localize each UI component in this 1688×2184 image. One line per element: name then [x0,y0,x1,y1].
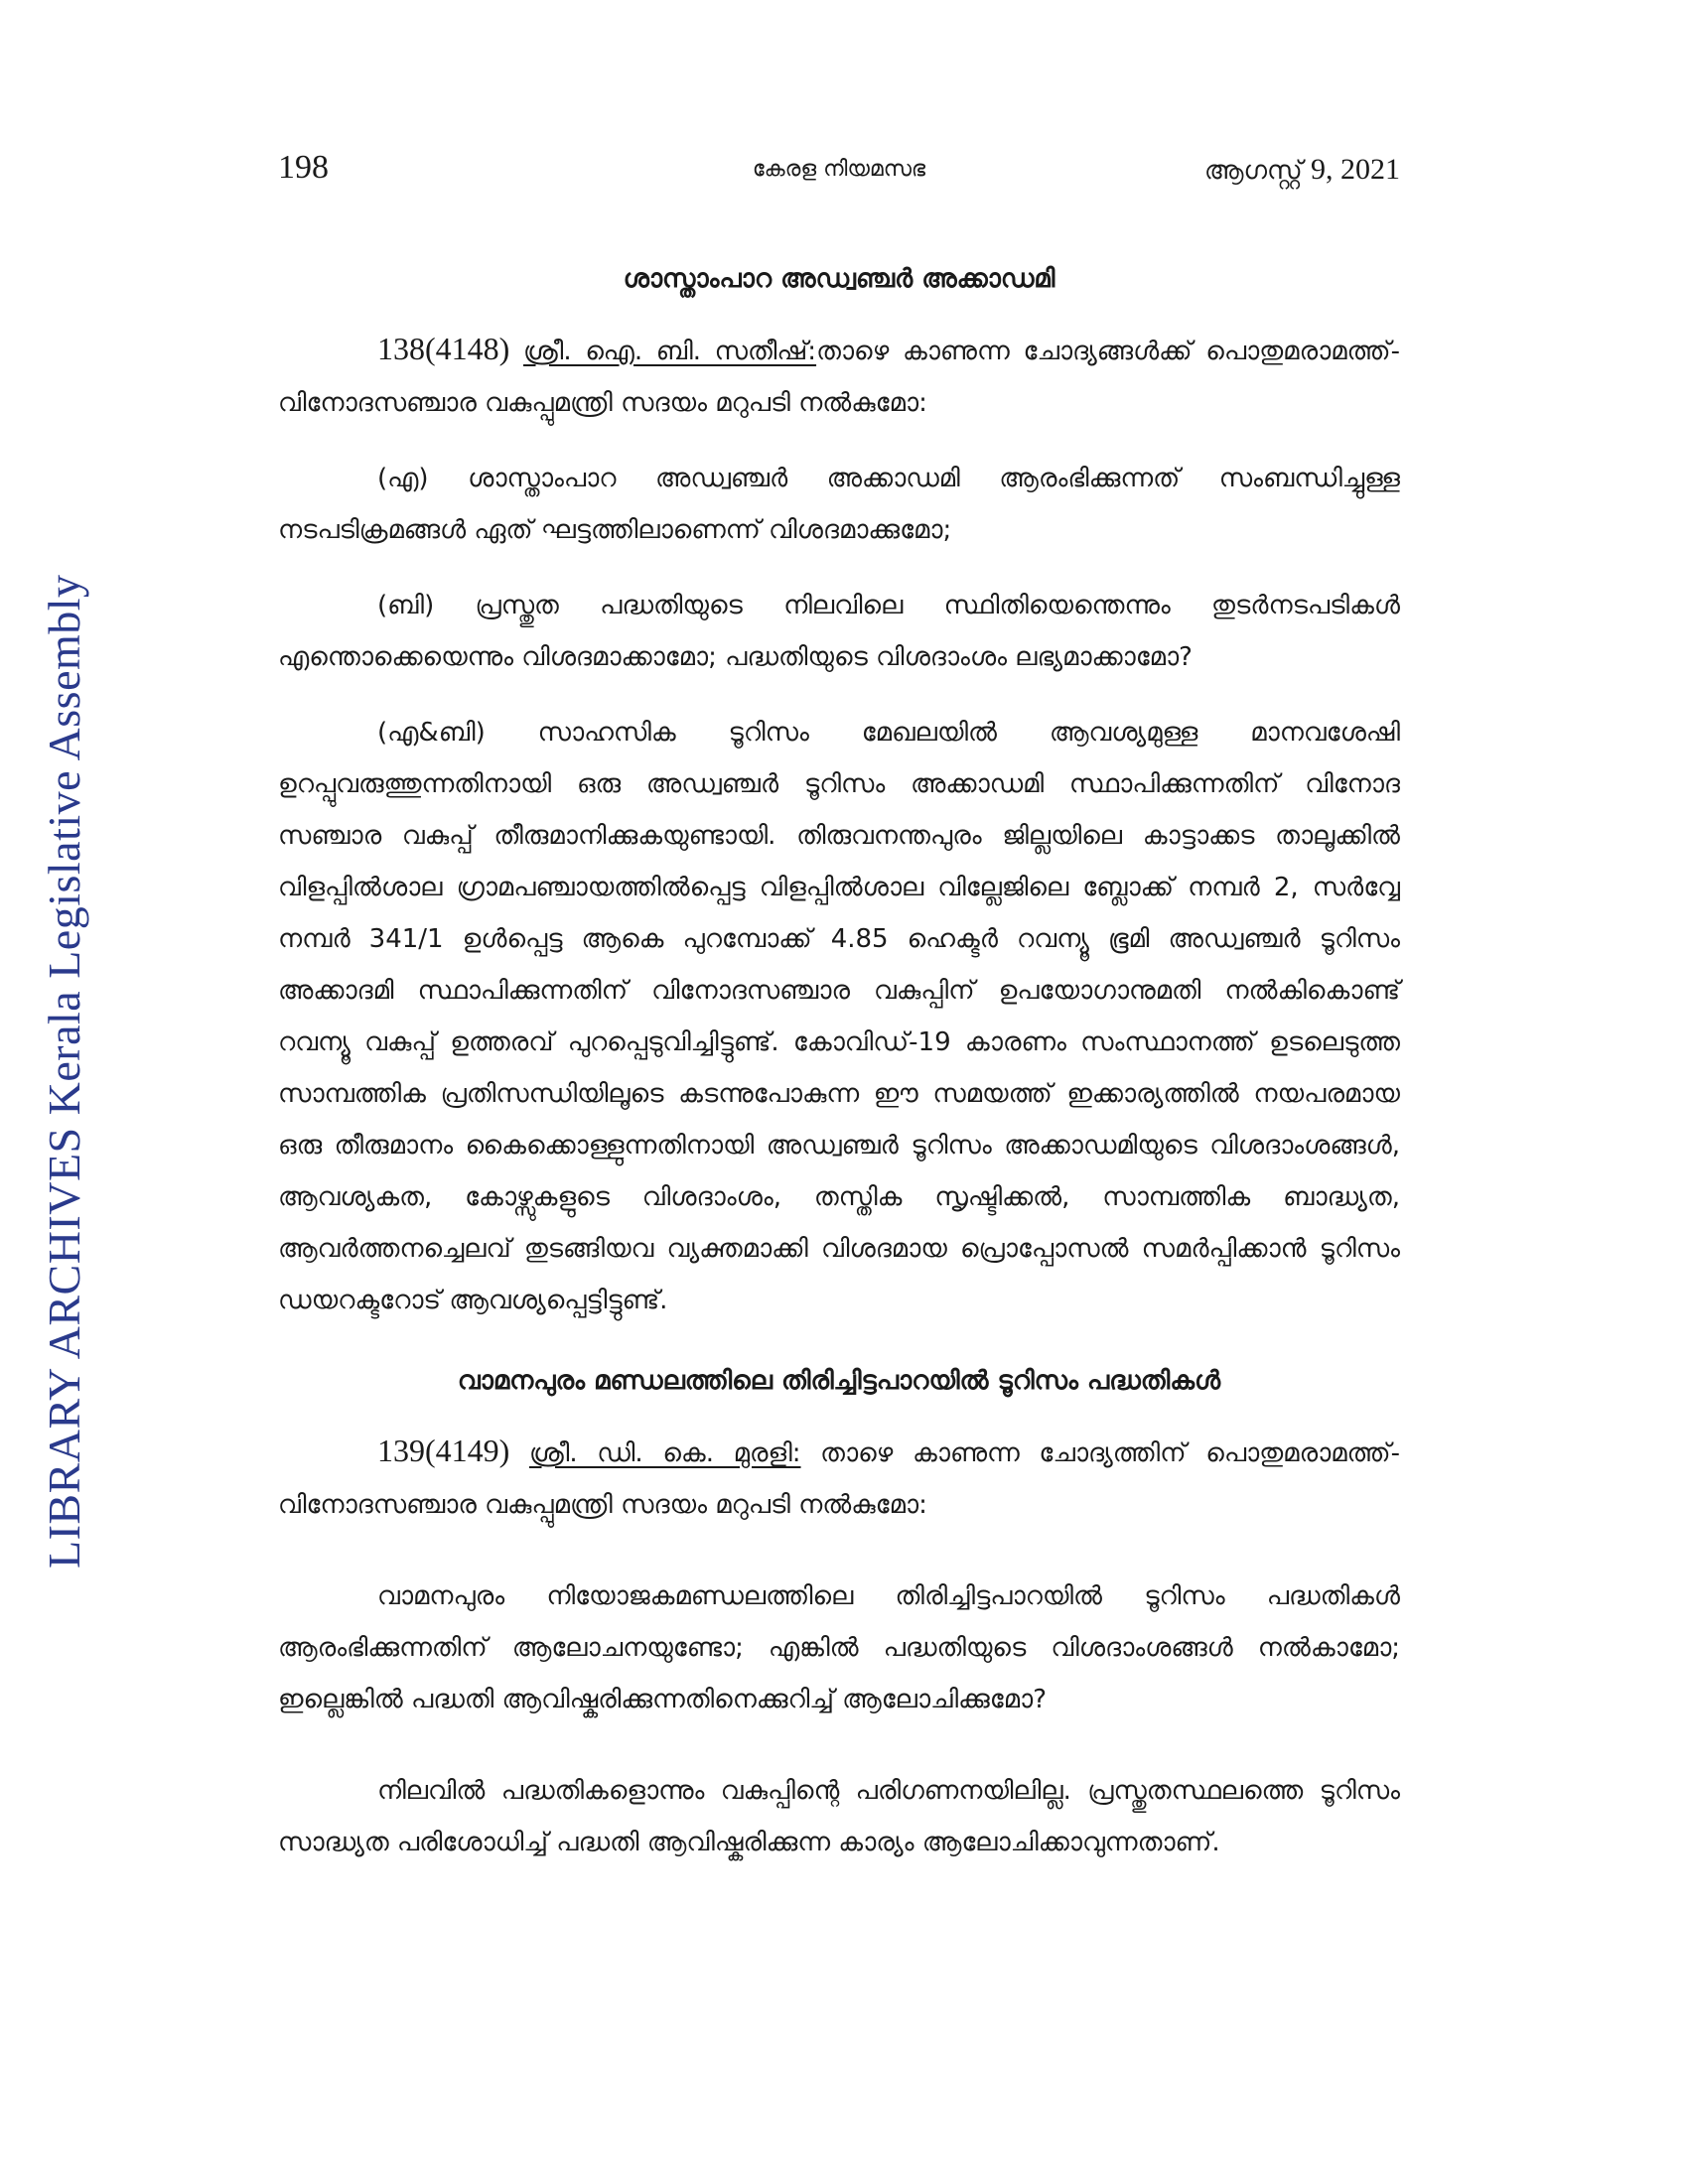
session-date [1204,153,1400,187]
archive-watermark: LIBRARY ARCHIVES Kerala Legislative Assembly [39,574,89,1569]
member-name: ശ്രീ. ഐ. ബി. സതീഷ്: [523,337,817,366]
member-name: ശ്രീ. ഡി. കെ. മുരളി: [528,1438,801,1468]
page-number: 198 [278,149,329,186]
question-part-b: (ബി) പ്രസ്തുത പദ്ധതിയുടെ നിലവിലെ സ്ഥിതിയെന്തെന്നും തുടർനടപടികൾ എന്തൊക്കെയെന്നും വിശദമാക്കാമോ; പദ്ധതിയുടെ വിശദാംശം ലഭ്യമാക്കാമോ? [278,591,1400,672]
running-header [278,149,1400,208]
question-intro-text: താഴെ കാണുന്ന ചോദ്യത്തിന് പൊതുമരാമത്ത്-വിനോദസഞ്ചാര വകുപ്പുമന്ത്രി സദയം മറുപടി നൽകുമോ: [278,1438,1400,1520]
question-number: 138(4148) [377,331,510,366]
date-day-year: 9, 2021 [1311,153,1400,186]
answer-text: നിലവിൽ പദ്ധതികളൊന്നും വകുപ്പിന്റെ പരിഗണനയിലില്ല. പ്രസ്തുതസ്ഥലത്തെ ടൂറിസം സാദ്ധ്യത പരിശോധിച്ച് പദ്ധതി ആവിഷ്കരിക്കുന്ന കാര്യം ആലോചിക്കാവുന്നതാണ്. [278,1776,1400,1857]
question-text: വാമനപുരം നിയോജകമണ്ഡലത്തിലെ തിരിച്ചിട്ടപാറയിൽ ടൂറിസം പദ്ധതികൾ ആരംഭിക്കുന്നതിന് ആലോചനയുണ്ടോ; എങ്കിൽ പദ്ധതിയുടെ വിശദാംശങ്ങൾ നൽകാമോ; ഇല്ലെങ്കിൽ പദ്ധതി ആവിഷ്കരിക്കുന്നതിനെക്കുറിച്ച് ആലോചിക്കുമോ? [278,1581,1400,1714]
document-page [278,149,1400,1892]
question-intro [278,1425,1400,1531]
question-intro-text: താഴെ കാണുന്ന ചോദ്യങ്ങൾക്ക് പൊതുമരാമത്ത്-വിനോദസഞ്ചാര വകുപ്പുമന്ത്രി സദയം മറുപടി നൽകുമോ: [278,337,1401,418]
question-part-a: (എ) ശാസ്താംപാറ അഡ്വഞ്ചർ അക്കാഡമി ആരംഭിക്കുന്നത് സംബന്ധിച്ചുള്ള നടപടിക്രമങ്ങൾ ഏത് ഘട്ടത്തിലാണെന്ന് വിശദമാക്കുമോ; [278,464,1400,545]
question-number: 139(4149) [377,1433,510,1468]
publication-title: കേരള നിയമസഭ [752,157,926,182]
section-title: ശാസ്താംപാറ അഡ്വഞ്ചർ അക്കാഡമി [623,264,1055,294]
question-intro [278,323,1400,429]
section-title: വാമനപുരം മണ്ഡലത്തിലെ തിരിച്ചിട്ടപാറയിൽ ടൂറിസം പദ്ധതികൾ [457,1366,1221,1396]
date-month: ആഗസ്റ്റ് [1203,156,1303,186]
answer-text: (എ&ബി) സാഹസിക ടൂറിസം മേഖലയിൽ ആവശ്യമുള്ള മാനവശേഷി ഉറപ്പുവരുത്തുന്നതിനായി ഒരു അഡ്വഞ്ചർ ടൂറിസം അക്കാഡമി സ്ഥാപിക്കുന്നതിന് വിനോദ സഞ്ചാര വകുപ്പ് തീരുമാനിക്കുകയുണ്ടായി. തിരുവനന്തപുരം ജില്ലയിലെ കാട്ടാക്കട താലൂക്കിൽ വിളപ്പിൽശാല ഗ്രാമപഞ്ചായത്തിൽപ്പെട്ട വിളപ്പിൽശാല വില്ലേജിലെ ബ്ലോക്ക് നമ്പർ 2, സർവ്വേ നമ്പർ 341/1 ഉൾപ്പെട്ട ആകെ പുറമ്പോക്ക് 4.85 ഹെക്ടർ റവന്യൂ ഭൂമി അഡ്വഞ്ചർ ടൂറിസം അക്കാദമി സ്ഥാപിക്കുന്നതിന് വിനോദസഞ്ചാര വകുപ്പിന് ഉപയോഗാനുമതി നൽകികൊണ്ട് റവന്യൂ വകുപ്പ് ഉത്തരവ് പുറപ്പെടുവിച്ചിട്ടുണ്ട്. കോവിഡ്-19 കാരണം സംസ്ഥാനത്ത് ഉടലെടുത്ത സാമ്പത്തിക പ്രതിസന്ധിയിലൂടെ കടന്നുപോകുന്ന ഈ സമയത്ത് ഇക്കാര്യത്തിൽ നയപരമായ ഒരു തീരുമാനം കൈക്കൊള്ളുന്നതിനായി അഡ്വഞ്ചർ ടൂറിസം അക്കാഡമിയുടെ വിശദാംശങ്ങൾ, ആവശ്യകത, കോഴ്സുകളുടെ വിശദാംശം, തസ്തിക സൃഷ്ടിക്കൽ, സാമ്പത്തിക ബാദ്ധ്യത, ആവർത്തനച്ചെലവ് തുടങ്ങിയവ വ്യക്തമാക്കി വിശദമായ പ്രൊപ്പോസൽ സമർപ്പിക്കാൻ ടൂറിസം ഡയറക്ടറോട് ആവശ്യപ്പെട്ടിട്ടുണ്ട്. [278,718,1400,1315]
